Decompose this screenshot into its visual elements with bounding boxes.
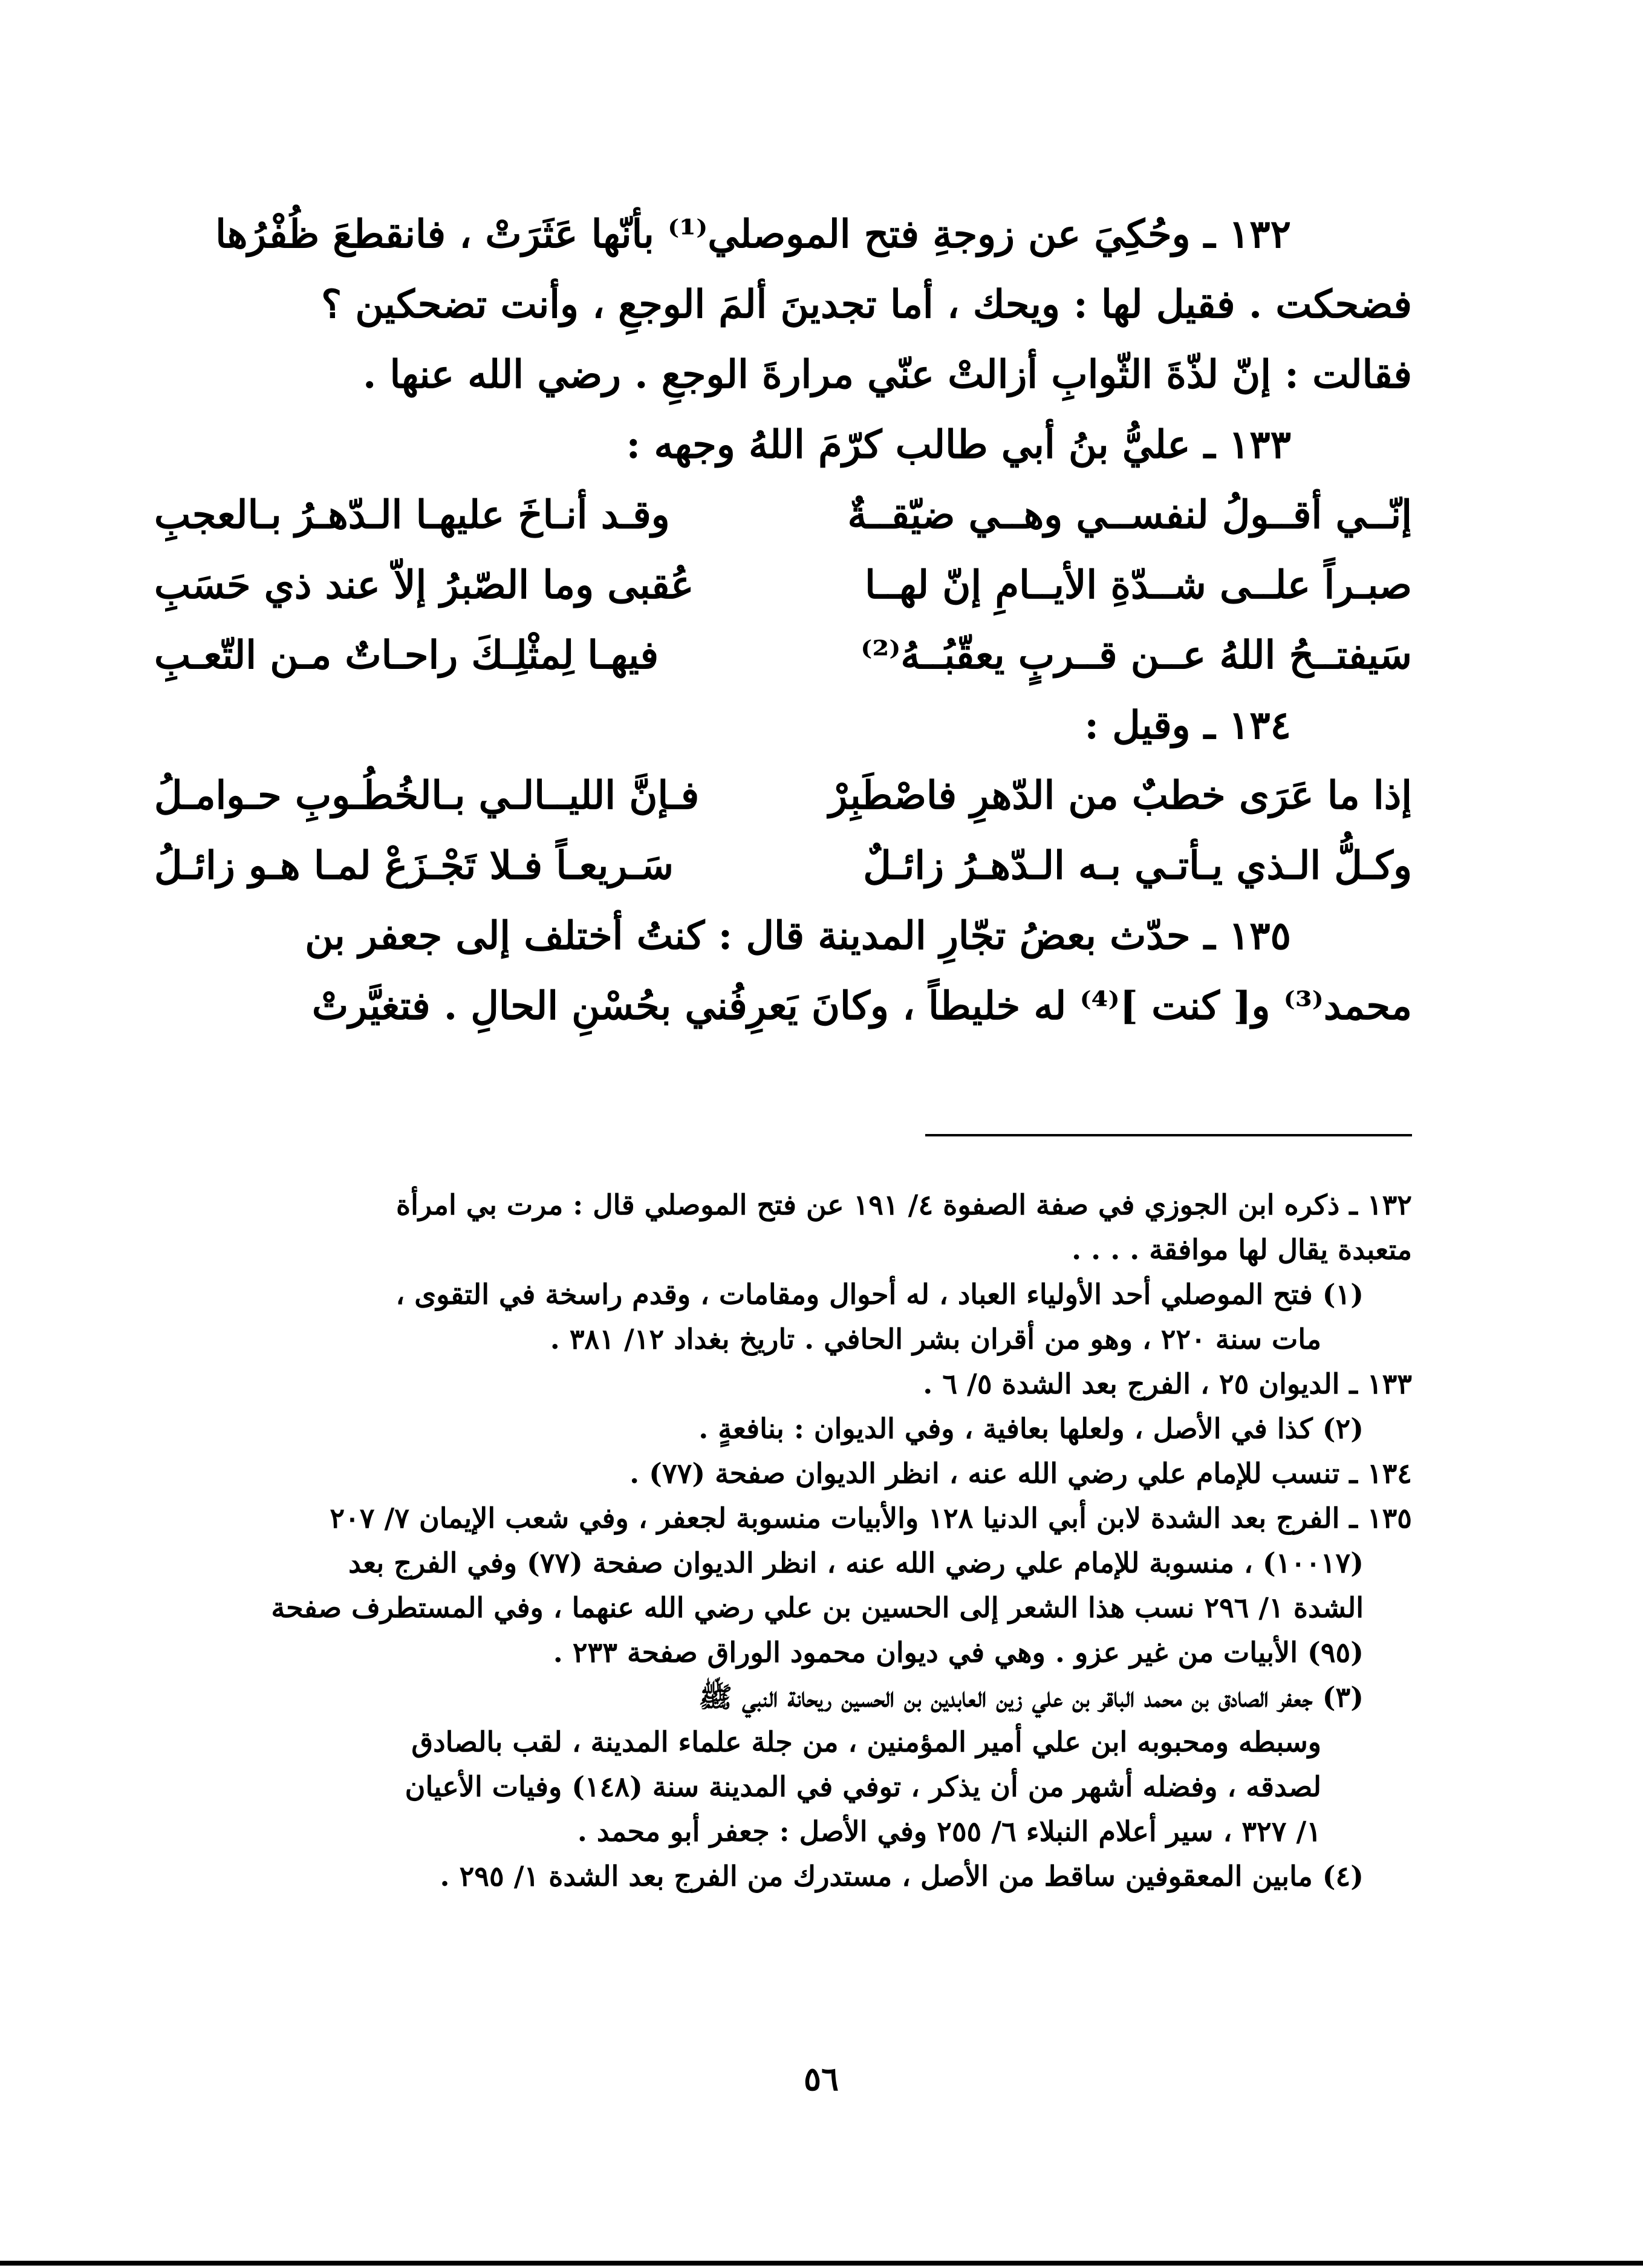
hemistich-second: فيهـا لِمثْلِـكَ راحـاتٌ مـن التّعـبِ	[154, 633, 659, 678]
hemistich-first: صبـراً علــى شــدّةِ الأيــامِ إنّ لهــا	[865, 562, 1412, 608]
footnote-separator	[925, 1134, 1412, 1136]
footnote-135-line-3: الشدة ١/ ٢٩٦ نسب هذا الشعر إلى الحسين بن علي رضي الله عنهما ، وفي المستطرف صفحة	[271, 1591, 1364, 1624]
footnote-132-line-2: متعبدة يقال لها موافقة . . . .	[1072, 1233, 1412, 1266]
hemistich-first: إذا ما عَرَى خطبٌ من الدّهرِ فاصْطَبِرْ	[828, 773, 1412, 818]
hemistich-first: سَيفتــحُ اللهُ عــن قــربٍ يعقّبُــهُ⁽²⁾	[861, 633, 1412, 678]
footnote-135-line-1: ١٣٥ ـ الفرج بعد الشدة لابن أبي الدنيا ١٢٨ والأبيات منسوبة لجعفر ، وفي شعب الإيمان ٧/ ٢٠٧	[330, 1502, 1412, 1534]
note-1-line-1: (١) فتح الموصلي أحد الأولياء العباد ، له أحوال ومقامات ، وقدم راسخة في التقوى ،	[395, 1278, 1364, 1311]
paragraph-135-line-1: ١٣٥ ـ حدّث بعضُ تجّارِ المدينة قال : كنتُ أختلف إلى جعفر بن	[305, 913, 1291, 959]
heading-133: ١٣٣ ـ عليُّ بنُ أبي طالب كرّمَ اللهُ وجهه :	[626, 422, 1291, 468]
paragraph-132-line-3: فقالت : إنّ لذّةَ الثّوابِ أزالتْ عنّي مرارةَ الوجعِ . رضي الله عنها .	[362, 352, 1412, 397]
footnote-135-line-2: (١٠٠١٧) ، منسوبة للإمام علي رضي الله عنه ، انظر الديوان صفحة (٧٧) وفي الفرج بعد	[348, 1546, 1364, 1579]
verse-134-2	[154, 831, 1412, 901]
footnote-134: ١٣٤ ـ تنسب للإمام علي رضي الله عنه ، انظر الديوان صفحة (٧٧) .	[630, 1457, 1412, 1490]
hemistich-first: وكـلُّ الـذي يـأتـي بـه الـدّهـرُ زائـلٌ	[863, 843, 1412, 888]
footnotes	[154, 1182, 1412, 1898]
footnote-133: ١٣٣ ـ الديوان ٢٥ ، الفرج بعد الشدة ٥/ ٦ .	[923, 1367, 1412, 1400]
footnote-135-line-4: (٩٥) الأبيات من غير عزو . وهي في ديوان محمود الوراق صفحة ٢٣٣ .	[553, 1636, 1364, 1669]
note-2: (٢) كذا في الأصل ، ولعلها بعافية ، وفي الديوان : بنافعةٍ .	[698, 1412, 1364, 1445]
paragraph-132-line-1: ١٣٢ ـ وحُكِيَ عن زوجةِ فتح الموصلي⁽¹⁾ بأنّها عَثَرَتْ ، فانقطعَ ظُفْرُها	[215, 212, 1291, 257]
verse-133-1	[154, 480, 1412, 550]
scan-bottom-edge	[0, 2261, 1643, 2266]
hemistich-second: عُقبى وما الصّبرُ إلاّ عند ذي حَسَبِ	[154, 562, 694, 608]
note-3-line-1: (٣) جعفر الصادق بن محمد الباقر بن علي زين العابدين بن الحسين ريحانة النبي ﷺ	[698, 1681, 1364, 1713]
note-4: (٤) مابين المعقوفين ساقط من الأصل ، مستدرك من الفرج بعد الشدة ١/ ٢٩٥ .	[440, 1860, 1364, 1892]
hemistich-second: فـإنَّ الليــالـي بـالخُطُـوبِ حـوامـلُ	[154, 773, 700, 818]
note-3-line-2: وسبطه ومحبوبه ابن علي أمير المؤمنين ، من جلة علماء المدينة ، لقب بالصادق	[411, 1725, 1321, 1758]
note-1-line-2: مات سنة ٢٢٠ ، وهو من أقران بشر الحافي . تاريخ بغداد ١٢/ ٣٨١ .	[550, 1323, 1321, 1355]
note-3-line-3: لصدقه ، وفضله أشهر من أن يذكر ، توفي في المدينة سنة (١٤٨) وفيات الأعيان	[405, 1770, 1321, 1803]
heading-134: ١٣٤ ـ وقيل :	[1084, 703, 1291, 748]
hemistich-first: إنّــي أقــولُ لنفســي وهــي ضيّقــةٌ	[847, 492, 1412, 538]
page-number: ٥٦	[803, 2059, 839, 2098]
paragraph-135-line-2: محمد⁽³⁾ و[ كنت ]⁽⁴⁾ له خليطاً ، وكانَ يَعرِفُني بحُسْنِ الحالِ . فتغيَّرتْ	[311, 983, 1412, 1029]
hemistich-second: سَـريعـاً فـلا تَجْـزَعْ لمـا هـو زائـلُ	[154, 843, 674, 888]
verse-134-1	[154, 761, 1412, 831]
hemistich-second: وقـد أنـاخَ عليهـا الـدّهـرُ بـالعجبِ	[154, 492, 670, 538]
note-3-line-4: ١/ ٣٢٧ ، سير أعلام النبلاء ٦/ ٢٥٥ وفي الأصل : جعفر أبو محمد .	[577, 1815, 1321, 1848]
verse-133-2	[154, 550, 1412, 621]
main-text	[154, 200, 1412, 1041]
footnote-132-line-1: ١٣٢ ـ ذكره ابن الجوزي في صفة الصفوة ٤/ ١٩١ عن فتح الموصلي قال : مرت بي امرأة	[396, 1188, 1412, 1221]
verse-133-3	[154, 621, 1412, 691]
paragraph-132-line-2: فضحكت . فقيل لها : ويحك ، أما تجدينَ ألمَ الوجعِ ، وأنت تضحكين ؟	[321, 282, 1412, 327]
